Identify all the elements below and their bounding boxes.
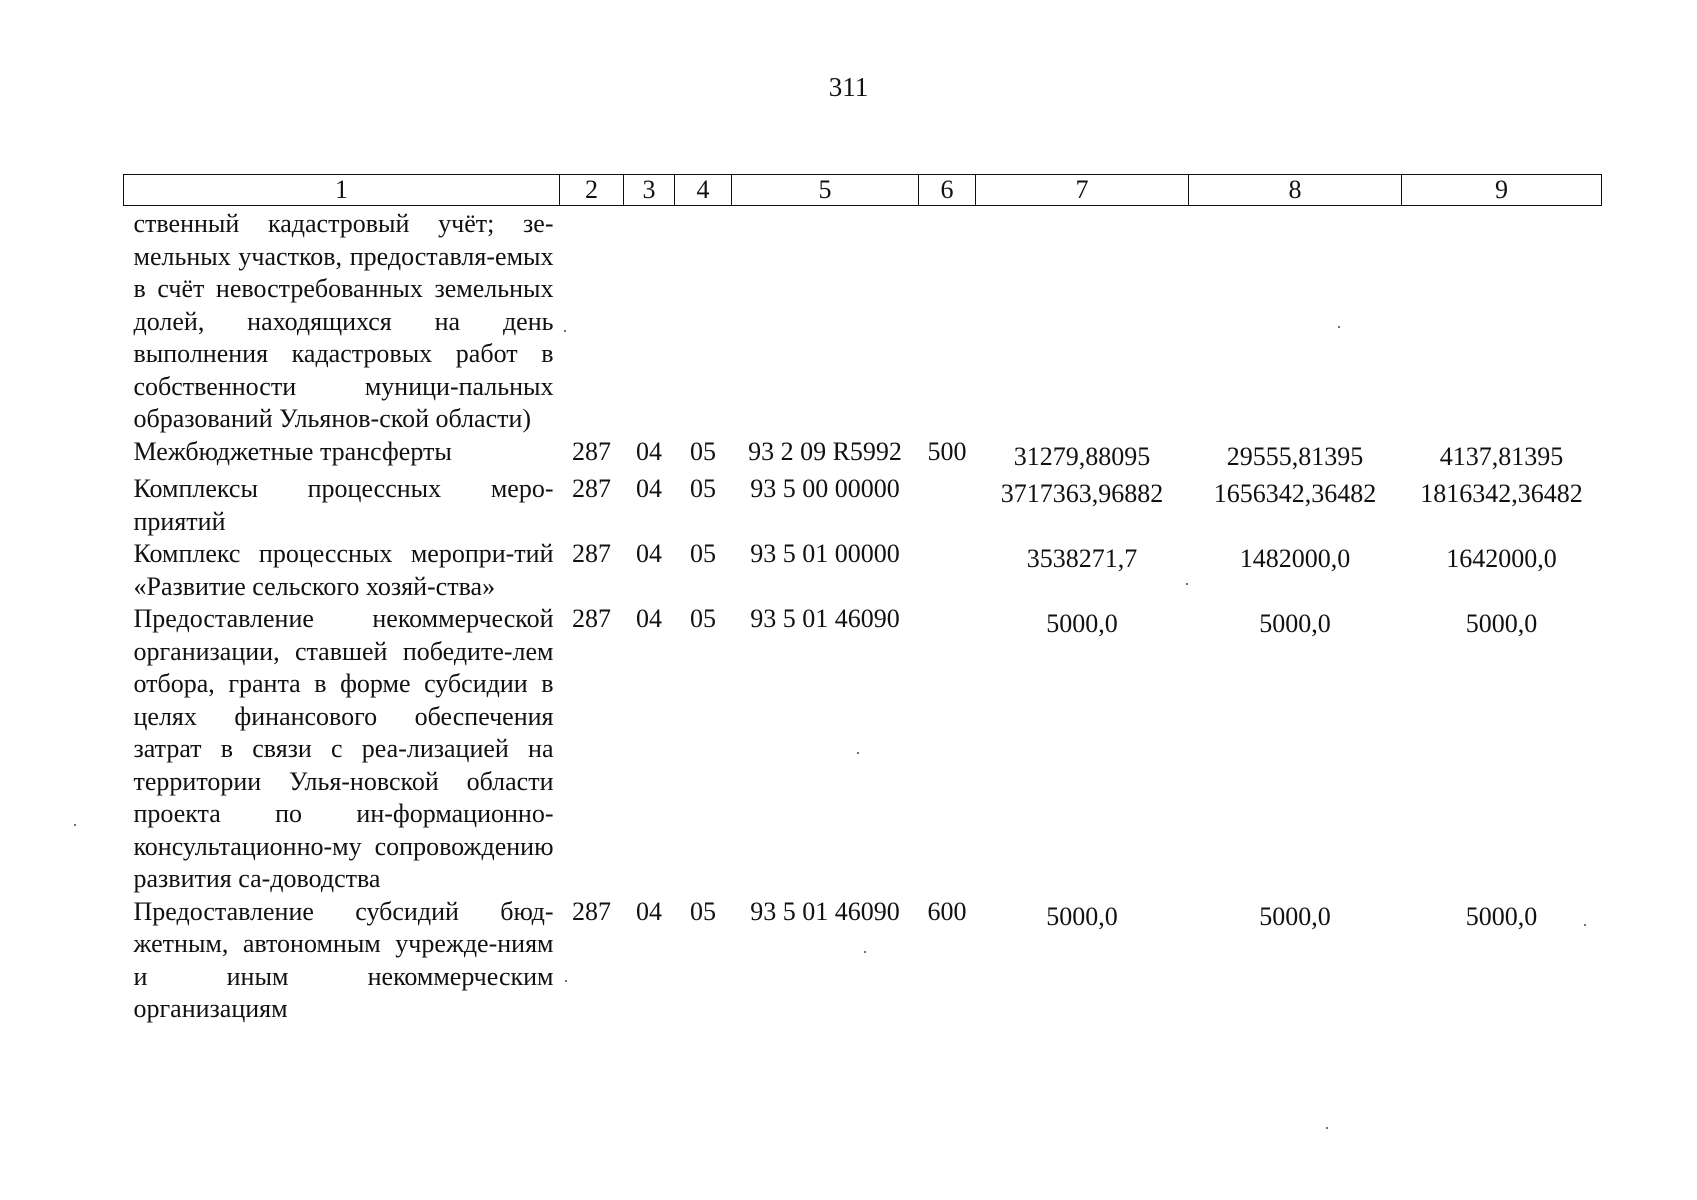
row-code-expense-type: [919, 206, 976, 436]
row-code-expense-type: [919, 603, 976, 896]
row-code-ministry: [560, 206, 624, 436]
row-amount-col8: 1656342,36482: [1213, 479, 1377, 508]
table-row: [124, 473, 1602, 538]
row-code-target: 93 5 00 00000: [750, 474, 900, 503]
row-description: Предоставление субсидий бюд-жетным, автономным учрежде-ниям и иным некоммерческим организациям: [133, 896, 554, 1023]
row-amount-col9: [1402, 206, 1602, 436]
column-header-3: 3: [624, 175, 675, 206]
row-code-section: 04: [636, 896, 662, 926]
scan-speck: [565, 980, 567, 982]
row-amount-col7: 3538271,7: [1026, 544, 1138, 573]
row-code-expense-type: [919, 538, 976, 603]
scan-speck: [1338, 326, 1340, 328]
row-code-section: 04: [636, 436, 662, 466]
row-code-target: 93 5 01 46090: [750, 604, 900, 633]
column-header-5: 5: [732, 175, 919, 206]
row-code-ministry: 287: [572, 474, 611, 503]
scan-speck: [1326, 1127, 1328, 1129]
page-number: 311: [828, 72, 869, 102]
row-code-subsection: 05: [690, 436, 716, 466]
row-amount-col9: 5000,0: [1465, 901, 1538, 931]
scan-speck: [1186, 583, 1188, 585]
row-amount-col7: 5000,0: [1046, 609, 1118, 638]
row-amount-col7: [976, 206, 1189, 436]
scan-speck: [564, 330, 566, 332]
column-header-8: 8: [1189, 175, 1402, 206]
row-code-expense-type: [919, 473, 976, 538]
row-code-subsection: 05: [690, 604, 716, 633]
row-amount-col9: 1642000,0: [1446, 544, 1557, 573]
row-code-target: 93 5 01 00000: [750, 539, 900, 568]
row-code-subsection: 05: [690, 896, 716, 926]
table-row: [124, 436, 1602, 474]
row-description: Межбюджетные трансферты: [133, 436, 452, 466]
row-amount-col9: 4137,81395: [1439, 441, 1564, 471]
scan-speck: [857, 752, 859, 754]
column-header-2: 2: [560, 175, 624, 206]
column-header-4: 4: [675, 175, 732, 206]
table-header-row: [124, 175, 1602, 206]
row-code-ministry: 287: [572, 604, 611, 633]
row-amount-col9: 5000,0: [1465, 609, 1538, 638]
column-header-1: 1: [124, 175, 560, 206]
row-amount-col7: 3717363,96882: [1000, 479, 1164, 508]
table-row: [124, 603, 1602, 896]
row-code-subsection: 05: [690, 474, 716, 503]
row-amount-col8: 5000,0: [1259, 609, 1331, 638]
row-code-expense-type: 600: [927, 896, 967, 926]
row-code-target: 93 2 09 R5992: [748, 436, 902, 466]
row-code-target: [732, 206, 919, 436]
scan-speck: [864, 951, 866, 953]
column-header-6: 6: [919, 175, 976, 206]
table-row: [124, 896, 1602, 1026]
row-description: ственный кадастровый учёт; зе-мельных участков, предоставля-емых в счёт невостребованных земельных долей, находящихся на день выполнения кадастровых работ в собственности муници-пальных образований Ульянов-ской области): [133, 209, 554, 433]
row-code-subsection: 05: [690, 539, 716, 568]
row-description: Комплексы процессных меро-приятий: [133, 474, 554, 536]
row-code-ministry: 287: [572, 436, 611, 466]
row-description: Комплекс процессных меропри-тий «Развитие сельского хозяй-ства»: [133, 539, 554, 601]
row-code-section: 04: [636, 474, 662, 503]
row-amount-col8: 5000,0: [1259, 901, 1331, 931]
row-code-section: 04: [636, 539, 662, 568]
row-code-target: 93 5 01 46090: [750, 896, 900, 926]
row-code-expense-type: 500: [927, 436, 967, 466]
row-code-ministry: 287: [572, 896, 611, 926]
row-code-ministry: 287: [572, 539, 611, 568]
row-amount-col8: 1482000,0: [1239, 544, 1351, 573]
row-description: Предоставление некоммерческой организации, ставшей победите-лем отбора, гранта в форме субсидии в целях финансового обеспечения затрат в связи с реа-лизацией на территории Улья-новской области проекта по ин-формационно-консультационно-му сопровождению развития са-доводства: [133, 604, 554, 893]
column-header-7: 7: [976, 175, 1189, 206]
column-header-9: 9: [1402, 175, 1602, 206]
table-row: [124, 538, 1602, 603]
row-amount-col8: 29555,81395: [1226, 441, 1364, 471]
row-amount-col9: 1816342,36482: [1420, 479, 1583, 508]
row-amount-col8: [1189, 206, 1402, 436]
row-amount-col7: 31279,88095: [1013, 441, 1151, 471]
budget-table: [123, 174, 1602, 1026]
table-row: [124, 206, 1602, 436]
row-amount-col7: 5000,0: [1046, 901, 1118, 931]
row-code-section: [624, 206, 675, 436]
scan-speck: [1584, 924, 1586, 926]
scan-speck: [74, 824, 76, 826]
row-code-subsection: [675, 206, 732, 436]
row-code-section: 04: [636, 604, 662, 633]
